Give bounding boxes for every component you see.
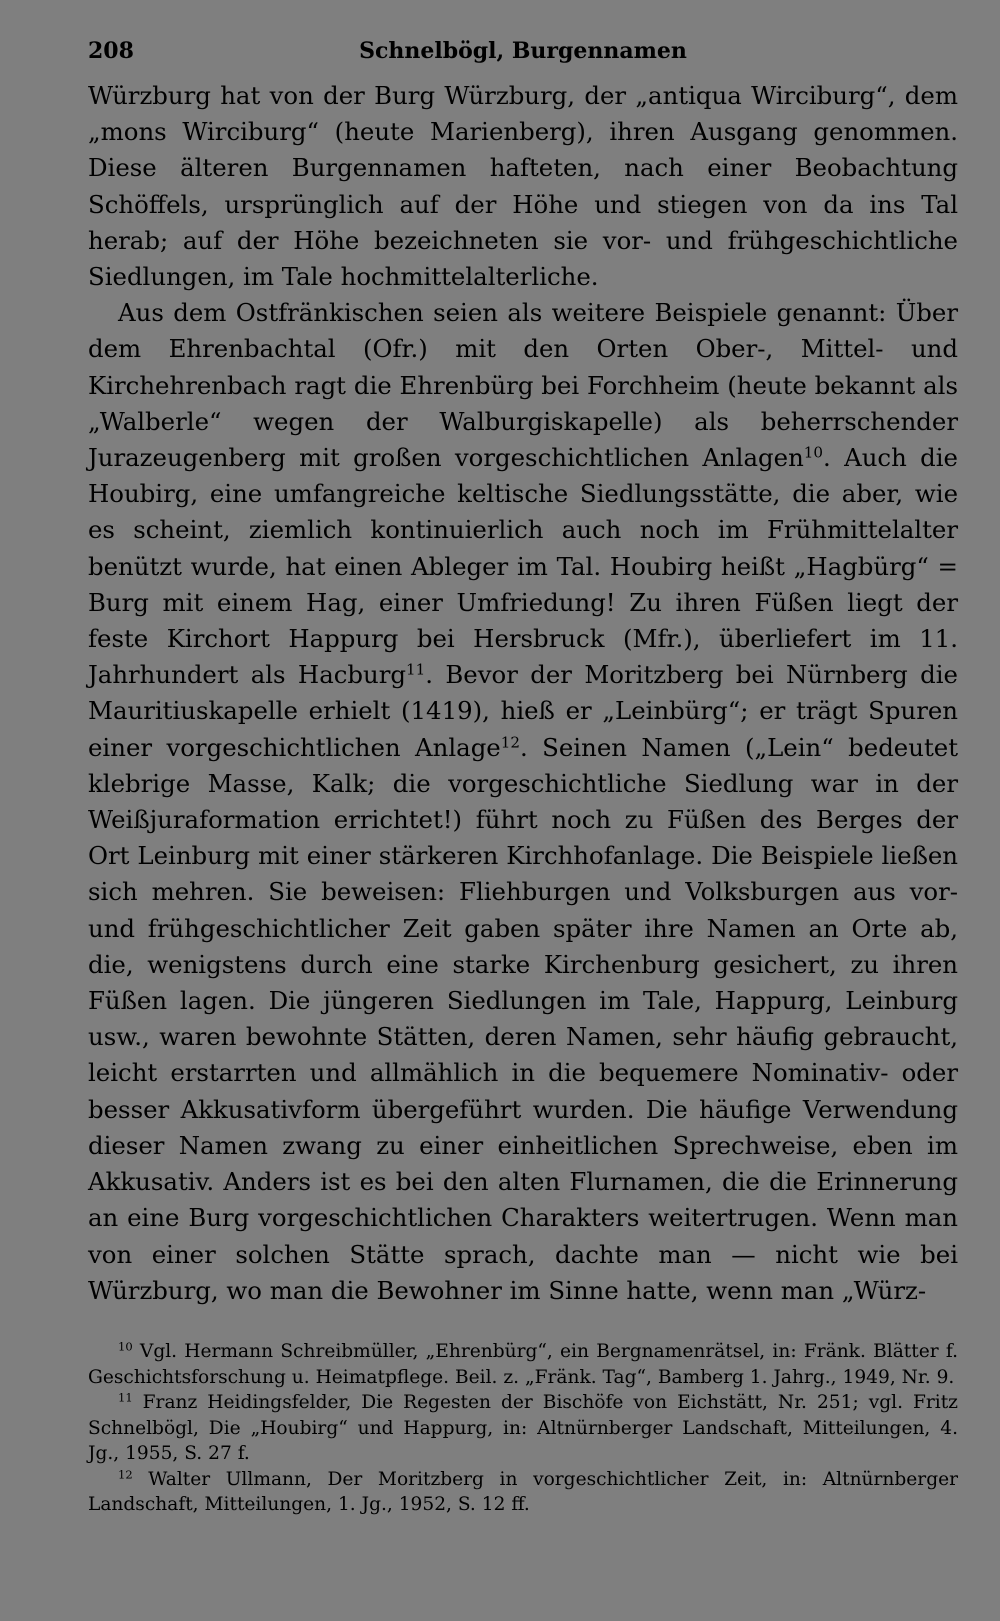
footnote-ref: 11: [406, 660, 426, 679]
paragraph-text: . Bevor der Moritzberg bei Nürnberg die Mauritiuskapelle erhielt (1419), hieß er „Leinbürg“; er trägt Spuren einer vorgeschichtlichen Anlage: [88, 660, 958, 762]
footnote-ref: 12: [500, 733, 520, 752]
footnote: [88, 1467, 958, 1518]
page-header: [88, 38, 958, 78]
footnote-text: Vgl. Hermann Schreibmüller, „Ehrenbürg“, ein Bergnamenrätsel, in: Fränk. Blätter f. Geschichtsforschung u. Heimatpflege. Beil. z. „Fränk. Tag“, Bamberg 1. Jahrg., 1949, Nr. 9.: [88, 1340, 958, 1388]
paragraph-text: Aus dem Ostfränkischen seien als weitere Beispiele genannt: Über dem Ehrenbachtal (Ofr.) mit den Orten Ober-, Mittel- und Kirchehrenbach ragt die Ehrenbürg bei Forchheim (heute bekannt als „Walberle“ wegen der Walburgiskapelle) als beherrschender Jurazeugenberg mit großen vorgeschichtlichen Anlagen: [88, 298, 958, 473]
footnote: [88, 1339, 958, 1390]
footnote-text: Franz Heidingsfelder, Die Regesten der Bischöfe von Eichstätt, Nr. 251; vgl. Fritz Schnelbögl, Die „Houbirg“ und Happurg, in: Altnürnberger Landschaft, Mitteilungen, 4. Jg., 1955, S. 27 f.: [88, 1392, 958, 1465]
footnote-text: Walter Ullmann, Der Moritzberg in vorgeschichtlicher Zeit, in: Altnürnberger Landschaft, Mitteilungen, 1. Jg., 1952, S. 12 ff.: [88, 1468, 958, 1516]
body-text: [88, 78, 958, 1309]
book-page: [88, 38, 958, 1518]
footnote-number: 12: [118, 1467, 133, 1482]
paragraph: [88, 295, 958, 1309]
paragraph-text: . Auch die Houbirg, eine umfangreiche keltische Siedlungsstätte, die aber, wie es scheint, ziemlich kontinuierlich auch noch im Frühmittelalter benützt wurde, hat einen Ableger im Tal. Houbirg heißt „Hagbürg“ = Burg mit einem Hag, einer Umfriedung! Zu ihren Füßen liegt der feste Kirchort Happurg bei Hersbruck (Mfr.), überliefert im 11. Jahrhundert als Hacburg: [88, 443, 958, 690]
paragraph-text: . Seinen Namen („Lein“ bedeutet klebrige Masse, Kalk; die vorgeschichtliche Siedlung war in der Weißjuraformation errichtet!) führt noch zu Füßen des Berges der Ort Leinburg mit einer stärkeren Kirchhofanlage. Die Beispiele ließen sich mehren. Sie beweisen: Fliehburgen und Volksburgen aus vor- und frühgeschichtlicher Zeit gaben später ihre Namen an Orte ab, die, wenigstens durch eine starke Kirchenburg gesichert, zu ihren Füßen lagen. Die jüngeren Siedlungen im Tale, Happurg, Leinburg usw., waren bewohnte Stätten, deren Namen, sehr häufig gebraucht, leicht erstarrten und allmählich in die bequemere Nominativ- oder besser Akkusativform übergeführt wurden. Die häufige Verwendung dieser Namen zwang zu einer einheitlichen Sprechweise, eben im Akkusativ. Anders ist es bei den alten Flurnamen, die die Erinnerung an eine Burg vorgeschichtlichen Charakters weitertrugen. Wenn man von einer solchen Stätte sprach, dachte man — nicht wie bei Würzburg, wo man die Bewohner im Sinne hatte, wenn man „Würz-: [88, 732, 958, 1305]
footnote: [88, 1390, 958, 1467]
footnotes: [88, 1339, 958, 1518]
running-head: Schnelbögl, Burgennamen: [359, 38, 687, 64]
paragraph: Würzburg hat von der Burg Würzburg, der „antiqua Wirciburg“, dem „mons Wirciburg“ (heute Marienberg), ihren Ausgang genommen. Diese älteren Burgennamen hafteten, nach einer Beobachtung Schöffels, ursprünglich auf der Höhe und stiegen von da ins Tal herab; auf der Höhe bezeichneten sie vor- und frühgeschichtliche Siedlungen, im Tale hochmittelalterliche.: [88, 81, 958, 292]
footnote-ref: 10: [803, 443, 824, 462]
footnote-number: 11: [118, 1390, 133, 1405]
footnote-number: 10: [118, 1339, 133, 1354]
page-number: 208: [88, 38, 134, 64]
